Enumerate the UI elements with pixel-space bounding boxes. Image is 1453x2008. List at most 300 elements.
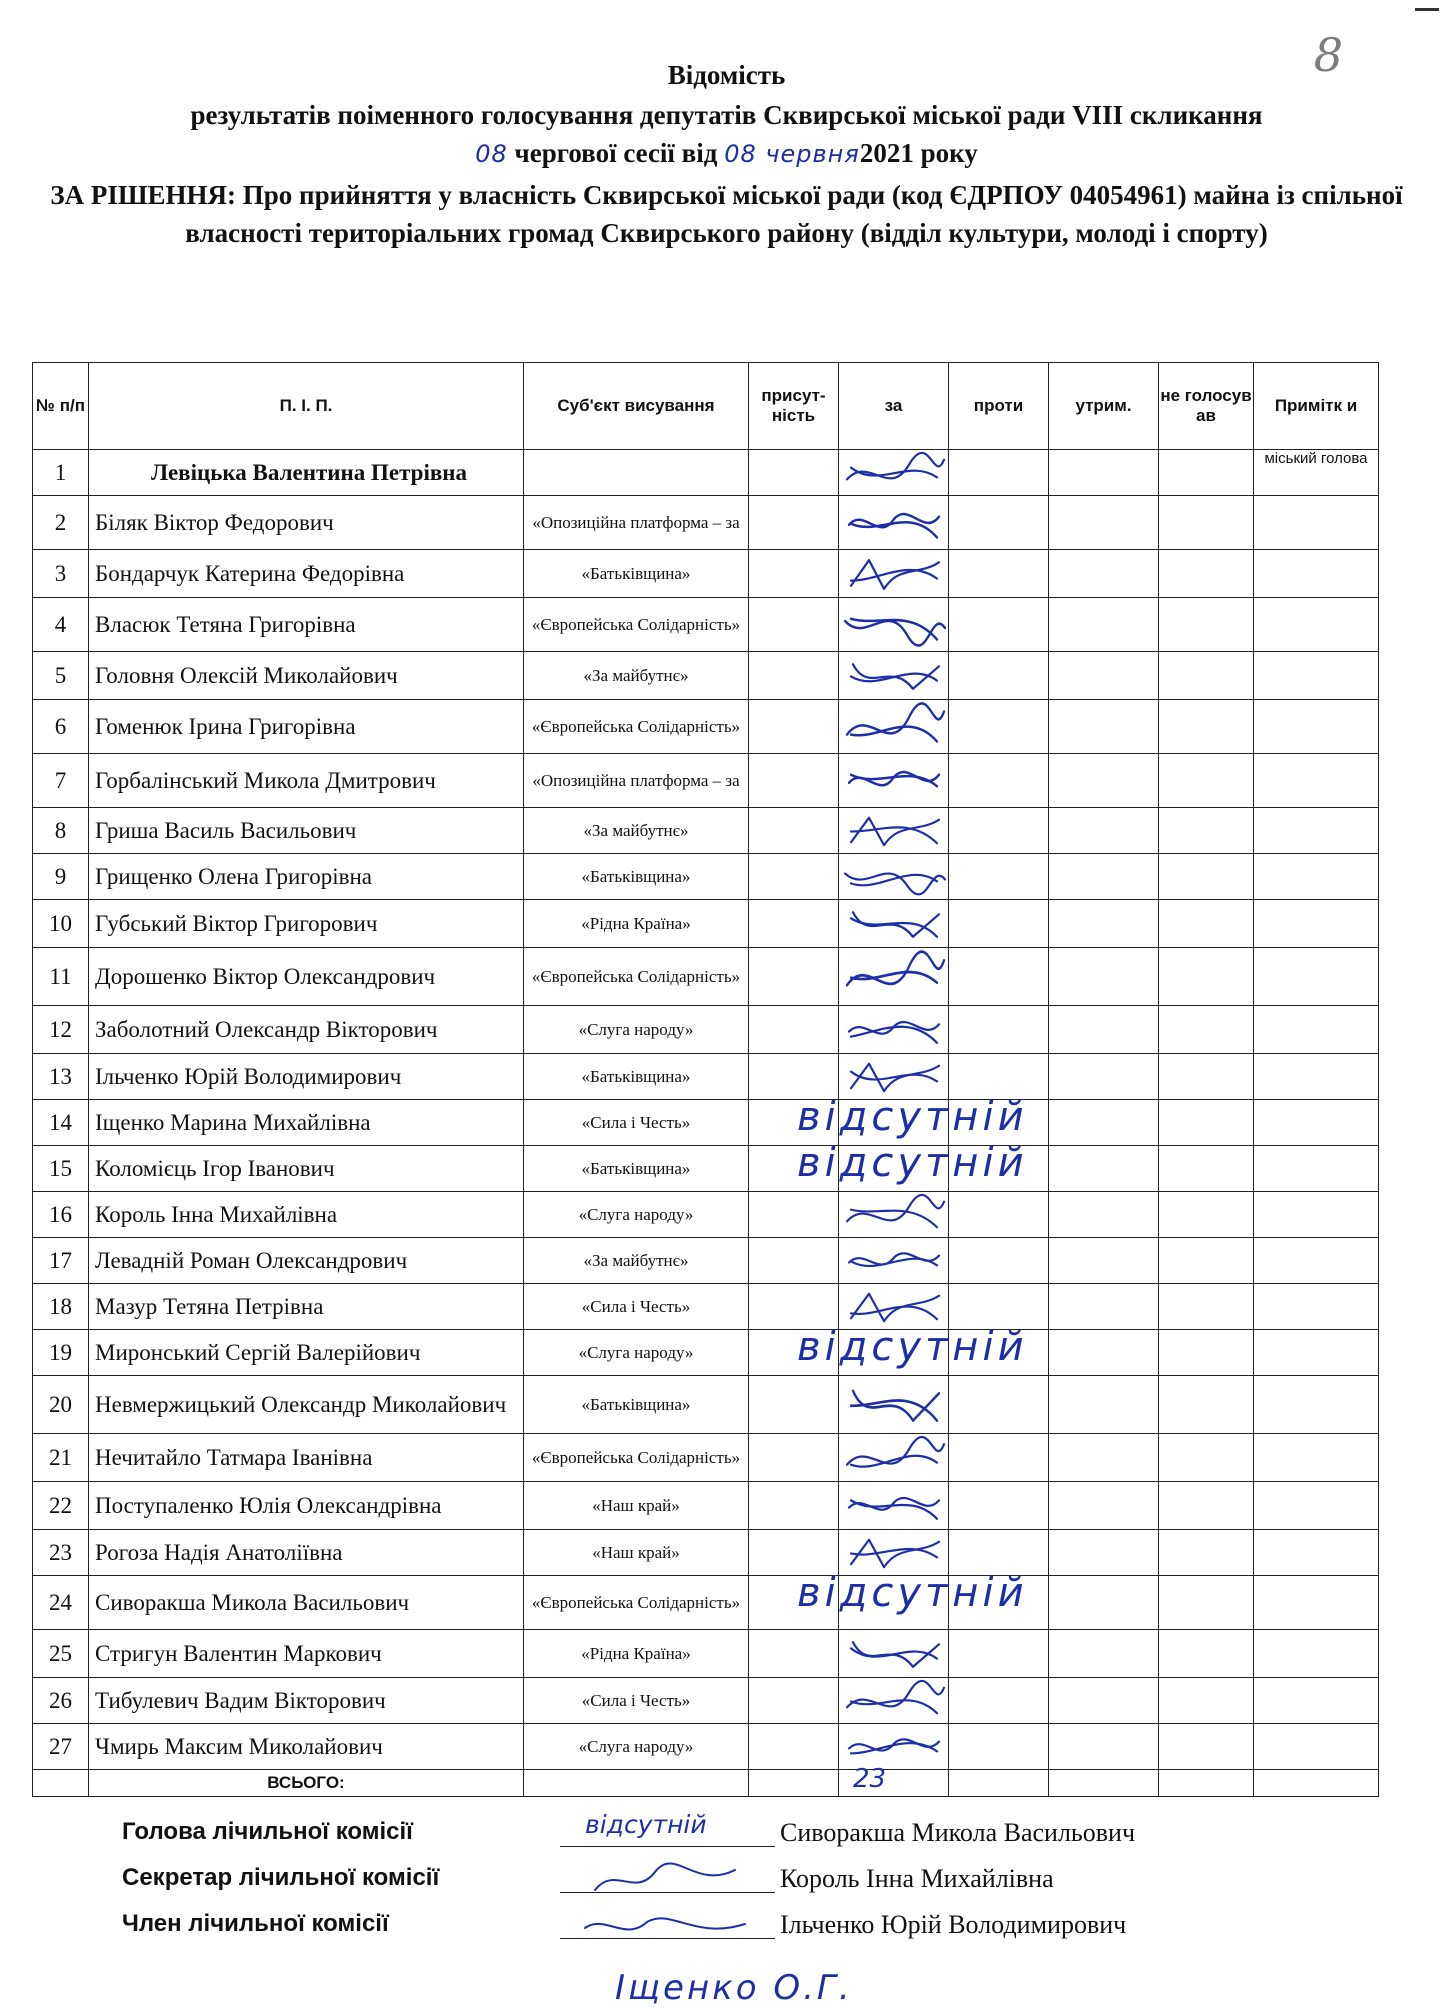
vote-for-cell: [797, 1140, 1028, 1192]
vote-abstain-cell: [1049, 652, 1159, 700]
nominating-party: «Європейська Солідарність»: [524, 1434, 749, 1482]
commission-member-name: Ільченко Юрій Володимирович: [780, 1910, 1127, 1939]
table-row: [33, 900, 1379, 948]
deputy-name: Головня Олексій Миколайович: [89, 652, 524, 700]
vote-against-cell: [949, 1100, 1049, 1146]
column-header: № п/п: [33, 363, 89, 450]
vote-against-cell: [949, 948, 1049, 1006]
nominating-party: «Батьківщина»: [524, 854, 749, 900]
session-text: чергової сесії від: [514, 138, 718, 168]
note-cell: [1254, 1238, 1379, 1284]
session-number: 08: [475, 140, 508, 168]
vote-against-cell: [949, 496, 1049, 550]
nominating-party: «Батьківщина»: [524, 1146, 749, 1192]
nominating-party: «Європейська Солідарність»: [524, 700, 749, 754]
table-row: [33, 1376, 1379, 1434]
presence-cell: [749, 754, 839, 808]
vote-against-cell: [949, 598, 1049, 652]
table-row: [33, 700, 1379, 754]
nominating-party: «Європейська Солідарність»: [524, 598, 749, 652]
row-number: 13: [33, 1054, 89, 1100]
vote-for-cell: [839, 700, 949, 754]
not-voted-cell: [1159, 450, 1254, 496]
presence-cell: [749, 854, 839, 900]
nominating-party: «Сила і Честь»: [524, 1678, 749, 1724]
vote-against-cell: [949, 1192, 1049, 1238]
table-row: [33, 808, 1379, 854]
vote-for-cell: [839, 948, 949, 1006]
deputy-name: Нечитайло Татмара Іванівна: [89, 1434, 524, 1482]
signature-mark: [839, 900, 949, 947]
vote-for-cell: [839, 1530, 949, 1576]
deputy-name: Чмирь Максим Миколайович: [89, 1724, 524, 1770]
vote-for-cell: [797, 1324, 1028, 1376]
note-cell: [1254, 550, 1379, 598]
nominating-party: «Слуга народу»: [524, 1192, 749, 1238]
note-cell: [1254, 1006, 1379, 1054]
absent-mark: відсутній: [797, 1140, 1028, 1186]
table-row: [33, 1724, 1379, 1770]
vote-for-cell: [839, 900, 949, 948]
table-row: [33, 450, 1379, 496]
row-number: 19: [33, 1330, 89, 1376]
note-cell: міський голова: [1254, 450, 1379, 496]
vote-abstain-cell: [1049, 900, 1159, 948]
column-header: Суб'єкт висування: [524, 363, 749, 450]
vote-for-cell: [839, 496, 949, 550]
vote-abstain-cell: [1049, 1100, 1159, 1146]
note-cell: [1254, 1192, 1379, 1238]
presence-cell: [749, 652, 839, 700]
vote-against-cell: [949, 1330, 1049, 1376]
presence-cell: [749, 450, 839, 496]
table-row: [33, 1238, 1379, 1284]
signature-mark: [839, 1482, 949, 1529]
note-cell: [1254, 900, 1379, 948]
note-cell: [1254, 1530, 1379, 1576]
commission-row: [0, 1810, 1453, 1858]
deputy-name: Ільченко Юрій Володимирович: [89, 1054, 524, 1100]
vote-for-cell: [839, 1192, 949, 1238]
column-header: Примітк и: [1254, 363, 1379, 450]
nominating-party: «Опозиційна платформа – за: [524, 754, 749, 808]
deputy-name: Рогоза Надія Анатоліївна: [89, 1530, 524, 1576]
table-row: [33, 1530, 1379, 1576]
signature-mark: [839, 1530, 949, 1575]
commission-signature: [575, 1860, 755, 1900]
note-cell: [1254, 1678, 1379, 1724]
deputy-name: Іщенко Марина Михайлівна: [89, 1100, 524, 1146]
vote-for-cell: [839, 1482, 949, 1530]
presence-cell: [749, 1330, 839, 1376]
nominating-party: «Рідна Країна»: [524, 900, 749, 948]
presence-cell: [749, 1006, 839, 1054]
nominating-party: «За майбутнє»: [524, 1238, 749, 1284]
signature-mark: [839, 1238, 949, 1283]
vote-for-cell: [839, 1284, 949, 1330]
not-voted-cell: [1159, 496, 1254, 550]
session-line: [0, 138, 1453, 169]
nominating-party: «Рідна Країна»: [524, 1630, 749, 1678]
commission-member-name: Сиворакша Микола Васильович: [780, 1818, 1136, 1847]
row-number: 2: [33, 496, 89, 550]
presence-cell: [749, 1100, 839, 1146]
vote-for-cell: [839, 450, 949, 496]
row-number: 26: [33, 1678, 89, 1724]
vote-against-cell: [949, 1238, 1049, 1284]
deputy-name: Король Інна Михайлівна: [89, 1192, 524, 1238]
row-number: 3: [33, 550, 89, 598]
signature-mark: [839, 808, 949, 853]
nominating-party: «Батьківщина»: [524, 1054, 749, 1100]
vote-against-cell: [949, 808, 1049, 854]
deputy-name: Невмержицький Олександр Миколайович: [89, 1376, 524, 1434]
presence-cell: [749, 1576, 839, 1630]
vote-against-cell: [949, 1482, 1049, 1530]
row-number: 18: [33, 1284, 89, 1330]
signature-mark: [839, 700, 949, 753]
nominating-party: «За майбутнє»: [524, 652, 749, 700]
vote-against-cell: [949, 1146, 1049, 1192]
row-number: 11: [33, 948, 89, 1006]
vote-abstain-cell: [1049, 550, 1159, 598]
table-body: [33, 450, 1379, 1797]
deputy-name: Дорошенко Віктор Олександрович: [89, 948, 524, 1006]
note-cell: [1254, 1724, 1379, 1770]
signature-mark: [839, 754, 949, 807]
vote-for-cell: [839, 1678, 949, 1724]
note-cell: [1254, 948, 1379, 1006]
vote-abstain-cell: [1049, 1530, 1159, 1576]
total-note-cell: [1254, 1770, 1379, 1797]
deputy-name: Стригун Валентин Маркович: [89, 1630, 524, 1678]
commission-member-name: Король Інна Михайлівна: [780, 1864, 1054, 1893]
row-number: 23: [33, 1530, 89, 1576]
table-row: [33, 1006, 1379, 1054]
column-header: утрим.: [1049, 363, 1159, 450]
vote-abstain-cell: [1049, 808, 1159, 854]
not-voted-cell: [1159, 1006, 1254, 1054]
not-voted-cell: [1159, 1330, 1254, 1376]
table-row: [33, 754, 1379, 808]
total-row: [33, 1770, 1379, 1797]
signature-mark: [839, 1678, 949, 1723]
vote-against-cell: [949, 652, 1049, 700]
not-voted-cell: [1159, 1678, 1254, 1724]
vote-for-cell: [839, 598, 949, 652]
signature-mark: [839, 1434, 949, 1481]
row-number: 9: [33, 854, 89, 900]
vote-abstain-cell: [1049, 1678, 1159, 1724]
vote-abstain-cell: [1049, 598, 1159, 652]
vote-abstain-cell: [1049, 1146, 1159, 1192]
vote-against-cell: [949, 700, 1049, 754]
vote-abstain-cell: [1049, 1238, 1159, 1284]
note-cell: [1254, 1576, 1379, 1630]
not-voted-cell: [1159, 652, 1254, 700]
document-subtitle: результатів поіменного голосування депутатів Сквирської міської ради VIII скликання: [190, 100, 1263, 130]
note-cell: [1254, 1054, 1379, 1100]
deputy-name: Бондарчук Катерина Федорівна: [89, 550, 524, 598]
presence-cell: [749, 550, 839, 598]
note-cell: [1254, 1146, 1379, 1192]
signature-mark: [839, 1192, 949, 1237]
vote-abstain-cell: [1049, 1192, 1159, 1238]
row-number: 16: [33, 1192, 89, 1238]
vote-for-cell: [839, 1376, 949, 1434]
vote-abstain-cell: [1049, 1376, 1159, 1434]
row-number: 27: [33, 1724, 89, 1770]
row-number: 14: [33, 1100, 89, 1146]
note-cell: [1254, 496, 1379, 550]
total-not-voted-cell: [1159, 1770, 1254, 1797]
signature-line: [560, 1846, 775, 1847]
column-header: П. І. П.: [89, 363, 524, 450]
commission-signature: [575, 1906, 755, 1946]
not-voted-cell: [1159, 700, 1254, 754]
vote-for-cell: [839, 652, 949, 700]
nominating-party: «Батьківщина»: [524, 1376, 749, 1434]
vote-against-cell: [949, 550, 1049, 598]
vote-for-cell: [839, 854, 949, 900]
row-number: 7: [33, 754, 89, 808]
signature-mark: [839, 496, 949, 549]
vote-abstain-cell: [1049, 1054, 1159, 1100]
signature-mark: [839, 1630, 949, 1677]
scan-mark: [1415, 8, 1439, 11]
nominating-party: [524, 450, 749, 496]
total-against-cell: [949, 1770, 1049, 1797]
deputy-name: Поступаленко Юлія Олександрівна: [89, 1482, 524, 1530]
vote-against-cell: [949, 754, 1049, 808]
column-header: не голосув ав: [1159, 363, 1254, 450]
vote-abstain-cell: [1049, 700, 1159, 754]
presence-cell: [749, 1376, 839, 1434]
total-abstain-cell: [1049, 1770, 1159, 1797]
vote-for-cell: [839, 1724, 949, 1770]
not-voted-cell: [1159, 1530, 1254, 1576]
table-row: [33, 1146, 1379, 1192]
deputy-name: Горбалінський Микола Дмитрович: [89, 754, 524, 808]
nominating-party: «За майбутнє»: [524, 808, 749, 854]
not-voted-cell: [1159, 550, 1254, 598]
vote-abstain-cell: [1049, 1630, 1159, 1678]
row-number: 10: [33, 900, 89, 948]
deputy-name: Грищенко Олена Григорівна: [89, 854, 524, 900]
deputy-name: Гриша Василь Васильович: [89, 808, 524, 854]
not-voted-cell: [1159, 1576, 1254, 1630]
vote-against-cell: [949, 1434, 1049, 1482]
table-row: [33, 496, 1379, 550]
table-row: [33, 1054, 1379, 1100]
deputy-name: Тибулевич Вадим Вікторович: [89, 1678, 524, 1724]
row-number: 4: [33, 598, 89, 652]
not-voted-cell: [1159, 808, 1254, 854]
presence-cell: [749, 1054, 839, 1100]
vote-for-cell: [839, 1238, 949, 1284]
signature-mark: [839, 1284, 949, 1329]
note-cell: [1254, 1284, 1379, 1330]
deputy-name: Коломієць Ігор Іванович: [89, 1146, 524, 1192]
note-cell: [1254, 808, 1379, 854]
nominating-party: «Європейська Солідарність»: [524, 1576, 749, 1630]
note-cell: [1254, 754, 1379, 808]
deputy-name: Мазур Тетяна Петрівна: [89, 1284, 524, 1330]
vote-abstain-cell: [1049, 1576, 1159, 1630]
vote-against-cell: [949, 1724, 1049, 1770]
presence-cell: [749, 496, 839, 550]
decision-title: ЗА РІШЕННЯ: Про прийняття у власність Сквирської міської ради (код ЄДРПОУ 04054961) майна із спільної власності територіальних громад Сквирського району (відділ культури, молоді і спорту): [50, 180, 1403, 248]
nominating-party: «Слуга народу»: [524, 1006, 749, 1054]
vote-for-cell: [839, 1434, 949, 1482]
vote-for-cell: [797, 1570, 1028, 1630]
table-row: [33, 1576, 1379, 1630]
vote-against-cell: [949, 854, 1049, 900]
nominating-party: «Сила і Честь»: [524, 1284, 749, 1330]
signature-mark: [839, 854, 949, 899]
not-voted-cell: [1159, 1376, 1254, 1434]
presence-cell: [749, 808, 839, 854]
signature-mark: [839, 1006, 949, 1053]
absent-mark: відсутній: [797, 1570, 1028, 1616]
not-voted-cell: [1159, 854, 1254, 900]
absent-mark: відсутній: [797, 1094, 1028, 1140]
nominating-party: «Слуга народу»: [524, 1724, 749, 1770]
vote-for-cell: [839, 808, 949, 854]
voting-table: [32, 362, 1379, 1797]
nominating-party: «Наш край»: [524, 1482, 749, 1530]
presence-cell: [749, 1284, 839, 1330]
presence-cell: [749, 1238, 839, 1284]
vote-against-cell: [949, 1284, 1049, 1330]
not-voted-cell: [1159, 1284, 1254, 1330]
vote-for-cell: [839, 1054, 949, 1100]
column-header: присут-ність: [749, 363, 839, 450]
total-presence-cell: [749, 1770, 839, 1797]
deputy-name: Власюк Тетяна Григорівна: [89, 598, 524, 652]
deputy-name: Левіцька Валентина Петрівна: [89, 450, 524, 496]
note-cell: [1254, 1100, 1379, 1146]
presence-cell: [749, 1482, 839, 1530]
not-voted-cell: [1159, 1100, 1254, 1146]
vote-abstain-cell: [1049, 1482, 1159, 1530]
absent-mark: відсутній: [797, 1324, 1028, 1370]
commission-signature-text: відсутній: [585, 1810, 707, 1839]
handwritten-footer: Іщенко О.Г.: [615, 1968, 853, 2008]
vote-abstain-cell: [1049, 1284, 1159, 1330]
vote-for-cell: [839, 1006, 949, 1054]
row-number: 24: [33, 1576, 89, 1630]
row-number: 12: [33, 1006, 89, 1054]
session-year: 2021 року: [859, 138, 978, 168]
row-number: 21: [33, 1434, 89, 1482]
vote-against-cell: [949, 1576, 1049, 1630]
deputy-name: Миронський Сергій Валерійович: [89, 1330, 524, 1376]
not-voted-cell: [1159, 1630, 1254, 1678]
not-voted-cell: [1159, 1724, 1254, 1770]
vote-for-cell: [839, 754, 949, 808]
vote-abstain-cell: [1049, 1006, 1159, 1054]
row-number: 17: [33, 1238, 89, 1284]
deputy-name: Сиворакша Микола Васильович: [89, 1576, 524, 1630]
note-cell: [1254, 1330, 1379, 1376]
table-row: [33, 1678, 1379, 1724]
vote-against-cell: [949, 1376, 1049, 1434]
nominating-party: «Європейська Солідарність»: [524, 948, 749, 1006]
vote-against-cell: [949, 450, 1049, 496]
column-header: за: [839, 363, 949, 450]
vote-abstain-cell: [1049, 754, 1159, 808]
deputy-name: Губський Віктор Григорович: [89, 900, 524, 948]
not-voted-cell: [1159, 598, 1254, 652]
total-for-value: 23: [853, 1764, 887, 1794]
vote-for-cell: [839, 550, 949, 598]
column-header: проти: [949, 363, 1049, 450]
nominating-party: «Опозиційна платформа – за: [524, 496, 749, 550]
table-row: [33, 1284, 1379, 1330]
deputy-name: Заболотний Олександр Вікторович: [89, 1006, 524, 1054]
row-number: 20: [33, 1376, 89, 1434]
table-row: [33, 1434, 1379, 1482]
vote-abstain-cell: [1049, 450, 1159, 496]
deputy-name: Гоменюк Ірина Григорівна: [89, 700, 524, 754]
commission-role: Секретар лічильної комісії: [122, 1864, 440, 1891]
row-number: 8: [33, 808, 89, 854]
table-row: [33, 1482, 1379, 1530]
table-row: [33, 1192, 1379, 1238]
nominating-party: «Батьківщина»: [524, 550, 749, 598]
total-spacer: [33, 1770, 89, 1797]
vote-abstain-cell: [1049, 496, 1159, 550]
note-cell: [1254, 854, 1379, 900]
note-cell: [1254, 1434, 1379, 1482]
deputy-name: Левадній Роман Олександрович: [89, 1238, 524, 1284]
vote-abstain-cell: [1049, 1434, 1159, 1482]
not-voted-cell: [1159, 1238, 1254, 1284]
vote-against-cell: [949, 1054, 1049, 1100]
signature-mark: [839, 450, 949, 495]
table-row: [33, 1330, 1379, 1376]
not-voted-cell: [1159, 948, 1254, 1006]
total-label: ВСЬОГО:: [89, 1770, 524, 1797]
table-row: [33, 598, 1379, 652]
row-number: 25: [33, 1630, 89, 1678]
row-number: 5: [33, 652, 89, 700]
presence-cell: [749, 1630, 839, 1678]
not-voted-cell: [1159, 1054, 1254, 1100]
nominating-party: «Сила і Честь»: [524, 1100, 749, 1146]
commission-row: [0, 1864, 1453, 1904]
signature-mark: [839, 948, 949, 1005]
note-cell: [1254, 598, 1379, 652]
note-cell: [1254, 652, 1379, 700]
presence-cell: [749, 1678, 839, 1724]
session-date: 08 червня: [724, 140, 860, 168]
row-number: 22: [33, 1482, 89, 1530]
document-title: Відомість: [667, 60, 786, 90]
presence-cell: [749, 900, 839, 948]
deputy-name: Біляк Віктор Федорович: [89, 496, 524, 550]
note-cell: [1254, 1376, 1379, 1434]
vote-against-cell: [949, 900, 1049, 948]
nominating-party: «Слуга народу»: [524, 1330, 749, 1376]
signature-mark: [839, 550, 949, 597]
vote-abstain-cell: [1049, 1724, 1159, 1770]
commission-role: Член лічильної комісії: [122, 1910, 389, 1937]
row-number: 1: [33, 450, 89, 496]
table-row: [33, 1100, 1379, 1146]
page-number: 8: [1313, 28, 1343, 82]
